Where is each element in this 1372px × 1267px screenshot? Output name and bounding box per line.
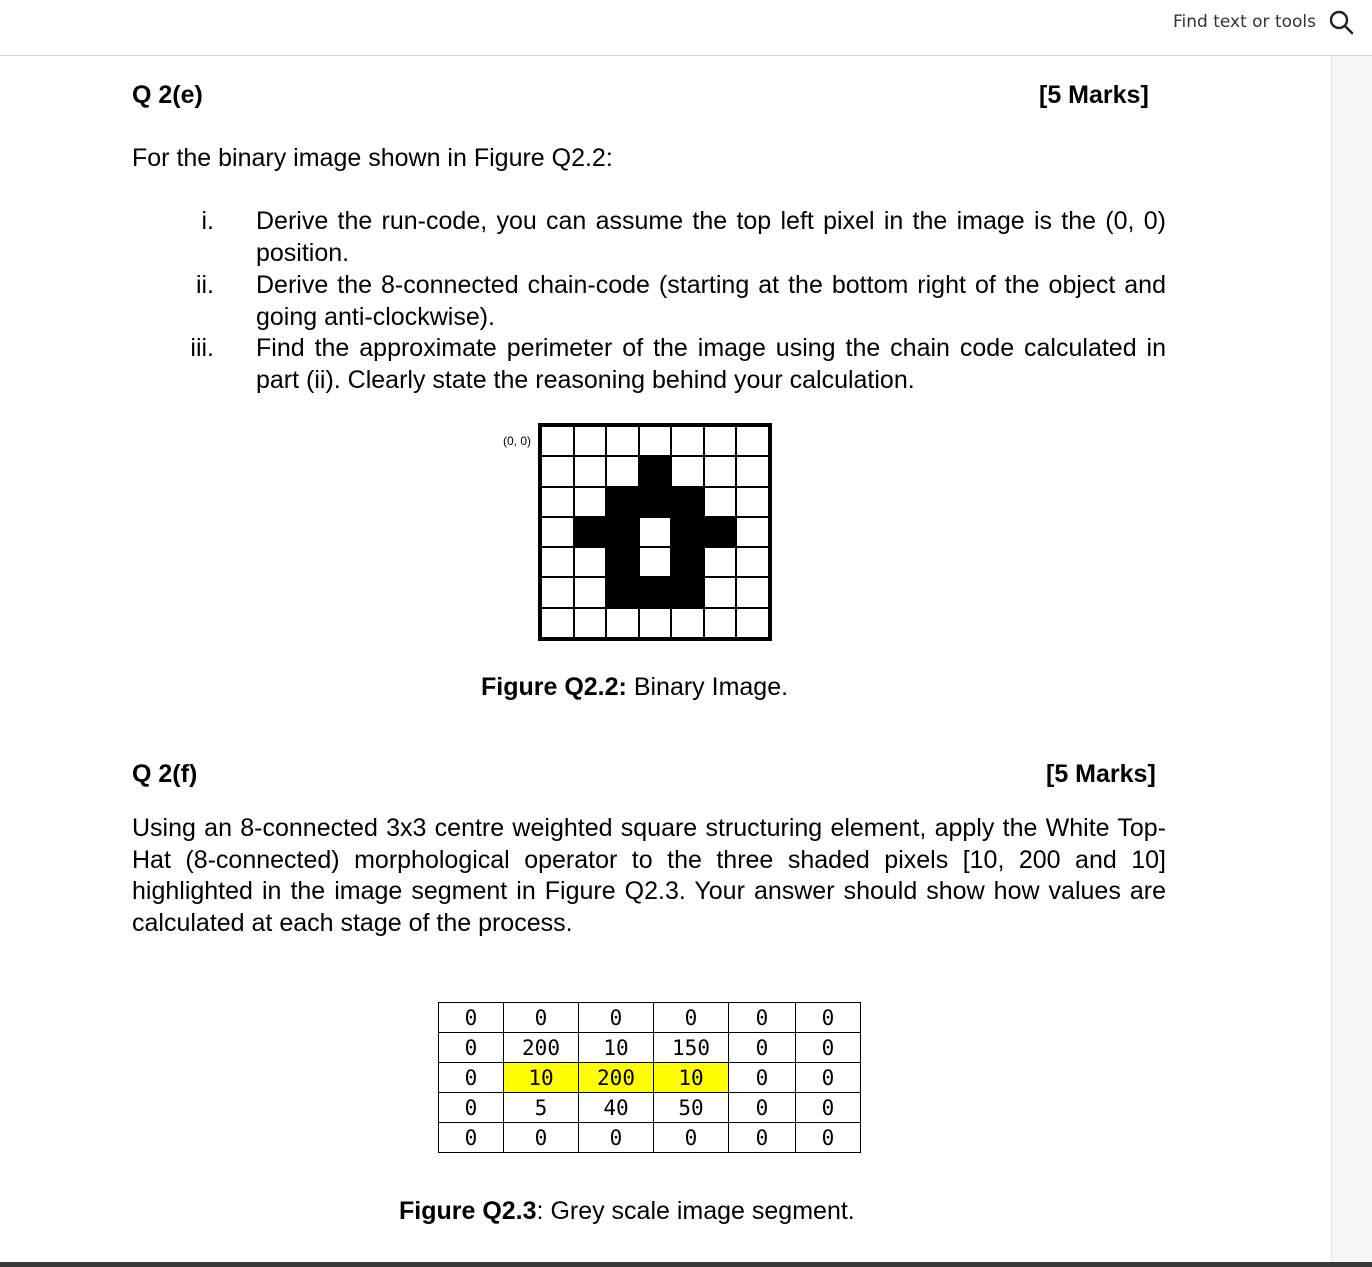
table-cell: 0 <box>504 1123 579 1153</box>
table-cell: 0 <box>729 1063 796 1093</box>
figure-q2-3-caption <box>399 1197 855 1226</box>
pixel-r4-c1 <box>574 547 607 577</box>
table-cell: 0 <box>654 1003 729 1033</box>
pixel-r5-c1 <box>574 577 607 607</box>
pixel-r1-c1 <box>574 456 607 486</box>
pixel-r2-c6 <box>736 487 769 517</box>
top-toolbar <box>0 0 1372 56</box>
q2f-heading: Q 2(f) <box>132 760 198 788</box>
table-cell: 0 <box>579 1003 654 1033</box>
table-cell: 0 <box>796 1003 861 1033</box>
q2e-item-2-number: ii. <box>195 271 214 299</box>
pixel-r2-c5 <box>704 487 737 517</box>
pixel-r5-c0 <box>541 577 574 607</box>
pixel-r0-c3 <box>639 426 672 456</box>
q2e-heading: Q 2(e) <box>132 81 203 109</box>
table-row <box>439 1123 861 1153</box>
pixel-r2-c1 <box>574 487 607 517</box>
pixel-r1-c3 <box>639 456 672 486</box>
pixel-r3-c2 <box>606 517 639 547</box>
table-cell: 0 <box>796 1093 861 1123</box>
binary-image-grid <box>538 423 772 641</box>
q2e-item-3-text: Find the approximate perimeter of the image using the chain code calculated in part (ii). Clearly state the reasoning behind your calculation. <box>256 334 1166 394</box>
find-text-or-tools[interactable] <box>1173 8 1354 36</box>
greyscale-image-table <box>438 1002 861 1153</box>
pixel-r2-c2 <box>606 487 639 517</box>
q2f-marks: [5 Marks] <box>1046 760 1156 788</box>
table-cell: 40 <box>579 1093 654 1123</box>
table-row <box>439 1093 861 1123</box>
table-cell: 0 <box>654 1123 729 1153</box>
pixel-r6-c4 <box>671 608 704 638</box>
pixel-r1-c2 <box>606 456 639 486</box>
pixel-r1-c6 <box>736 456 769 486</box>
pixel-r0-c1 <box>574 426 607 456</box>
q2e-item-2-text: Derive the 8-connected chain-code (starting at the bottom right of the object and going anti-clockwise). <box>256 271 1166 331</box>
table-cell: 0 <box>504 1003 579 1033</box>
table-row <box>439 1063 861 1093</box>
bottom-divider <box>0 1262 1372 1267</box>
figure-q2-2-caption-label: Figure Q2.2: <box>481 673 627 701</box>
pixel-r0-c4 <box>671 426 704 456</box>
table-cell: 0 <box>729 1033 796 1063</box>
pixel-r4-c5 <box>704 547 737 577</box>
pixel-r4-c3 <box>639 547 672 577</box>
pixel-r5-c5 <box>704 577 737 607</box>
table-cell: 0 <box>729 1003 796 1033</box>
pixel-r6-c1 <box>574 608 607 638</box>
pixel-r4-c6 <box>736 547 769 577</box>
vertical-scrollbar[interactable] <box>1331 56 1372 1262</box>
q2e-item-1-number: i. <box>201 207 214 235</box>
pixel-r2-c4 <box>671 487 704 517</box>
table-cell: 0 <box>796 1123 861 1153</box>
pixel-r5-c6 <box>736 577 769 607</box>
pixel-r3-c4 <box>671 517 704 547</box>
find-tools-label[interactable]: Find text or tools <box>1172 12 1316 32</box>
table-cell: 50 <box>654 1093 729 1123</box>
q2e-item-1-text: Derive the run-code, you can assume the top left pixel in the image is the (0, 0) position. <box>256 207 1166 267</box>
search-icon[interactable] <box>1328 9 1354 35</box>
q2e-item-3-number: iii. <box>190 334 214 362</box>
pixel-r3-c1 <box>574 517 607 547</box>
pixel-r2-c3 <box>639 487 672 517</box>
pixel-r4-c2 <box>606 547 639 577</box>
pixel-r2-c0 <box>541 487 574 517</box>
table-cell: 200 <box>579 1063 654 1093</box>
table-cell: 0 <box>796 1063 861 1093</box>
table-row <box>439 1003 861 1033</box>
pixel-r5-c2 <box>606 577 639 607</box>
pixel-r1-c5 <box>704 456 737 486</box>
pixel-r6-c0 <box>541 608 574 638</box>
q2e-marks: [5 Marks] <box>1039 81 1149 109</box>
pixel-r5-c4 <box>671 577 704 607</box>
pixel-r0-c0 <box>541 426 574 456</box>
table-cell: 0 <box>439 1033 504 1063</box>
pixel-r3-c0 <box>541 517 574 547</box>
pixel-r3-c5 <box>704 517 737 547</box>
table-row <box>439 1033 861 1063</box>
pixel-r6-c6 <box>736 608 769 638</box>
pixel-r0-c5 <box>704 426 737 456</box>
figure-q2-3-caption-text: : Grey scale image segment. <box>536 1197 855 1225</box>
table-cell: 5 <box>504 1093 579 1123</box>
pixel-r4-c4 <box>671 547 704 577</box>
table-cell: 0 <box>579 1123 654 1153</box>
pixel-r3-c3 <box>639 517 672 547</box>
table-cell: 0 <box>439 1093 504 1123</box>
figure-q2-2-caption-text: Binary Image. <box>626 673 789 701</box>
origin-label: (0, 0) <box>503 434 532 448</box>
table-cell: 10 <box>504 1063 579 1093</box>
pixel-r6-c3 <box>639 608 672 638</box>
pixel-r1-c4 <box>671 456 704 486</box>
pixel-r0-c2 <box>606 426 639 456</box>
table-cell: 0 <box>796 1033 861 1063</box>
pixel-r4-c0 <box>541 547 574 577</box>
table-cell: 0 <box>439 1063 504 1093</box>
pixel-r6-c5 <box>704 608 737 638</box>
q2e-intro: For the binary image shown in Figure Q2.2: <box>132 144 613 172</box>
table-cell: 10 <box>654 1063 729 1093</box>
table-cell: 150 <box>654 1033 729 1063</box>
pixel-r1-c0 <box>541 456 574 486</box>
q2f-question-text: Using an 8-connected 3x3 centre weighted square structuring element, apply the White Top-Hat (8-connected) morphological operator to the three shaded pixels [10, 200 and 10] highlighted in the image segment in Figure Q2.3. Your answer should show how values are calculated at each stage of the process. <box>132 814 1166 937</box>
table-cell: 0 <box>729 1123 796 1153</box>
figure-q2-3-caption-label: Figure Q2.3 <box>399 1197 537 1225</box>
table-cell: 10 <box>579 1033 654 1063</box>
table-cell: 0 <box>439 1123 504 1153</box>
pixel-r6-c2 <box>606 608 639 638</box>
pixel-r5-c3 <box>639 577 672 607</box>
pixel-r3-c6 <box>736 517 769 547</box>
figure-q2-2-caption <box>481 673 788 702</box>
pixel-r0-c6 <box>736 426 769 456</box>
table-cell: 0 <box>439 1003 504 1033</box>
table-cell: 200 <box>504 1033 579 1063</box>
table-cell: 0 <box>729 1093 796 1123</box>
